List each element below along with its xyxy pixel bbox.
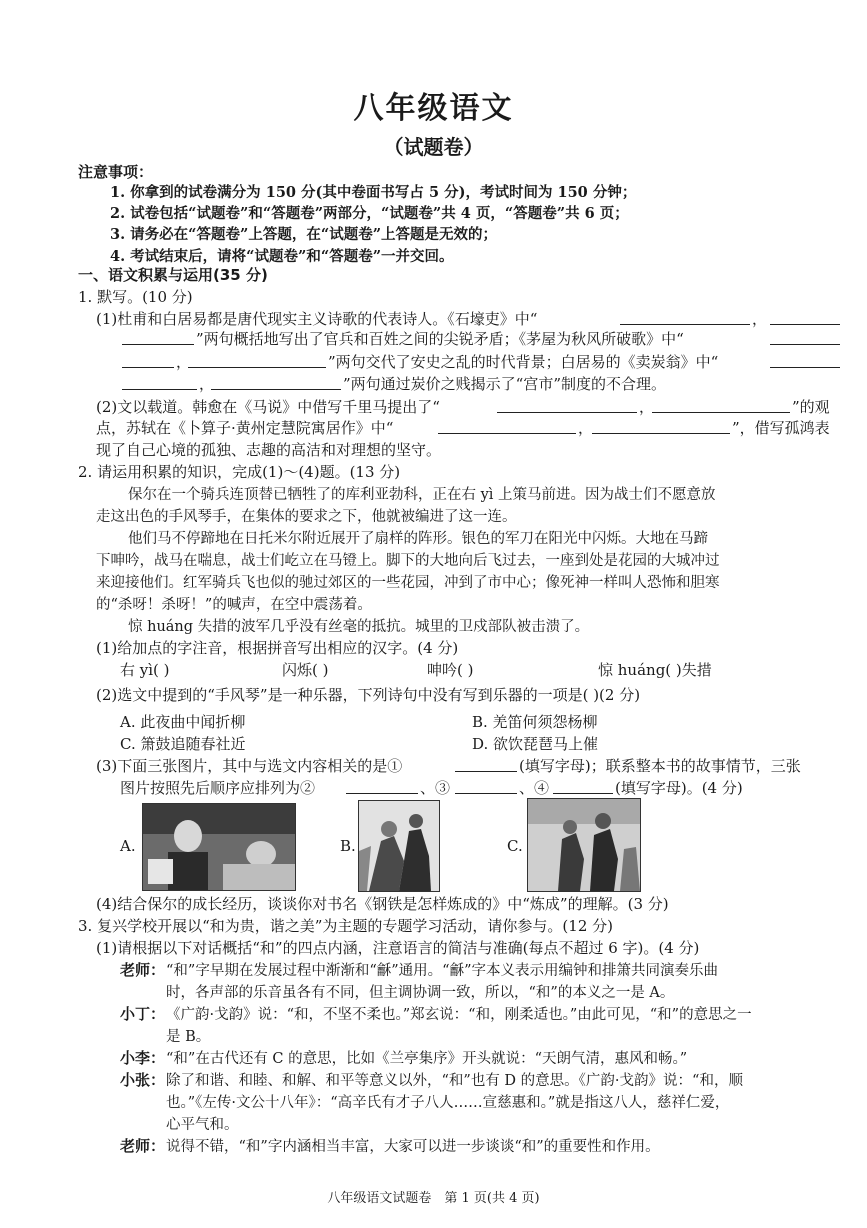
passage-line: 下呻吟，战马在喘息，战士们屹立在马镫上。脚下的大地向后飞过去，一座到处是花园的大城冲过: [96, 553, 720, 569]
notice-item: 4. 考试结束后，请将“试题卷”和“答题卷”一并交回。: [110, 248, 454, 265]
picture-label: C.: [507, 837, 523, 855]
sub-question: (填写字母)；联系整本书的故事情节，三张: [519, 757, 801, 775]
photo-b-image: [359, 801, 439, 891]
answer-blank[interactable]: [553, 792, 613, 794]
picture-label: B.: [340, 837, 356, 855]
page-subtitle: （试题卷）: [383, 135, 484, 159]
dialog-line: 《广韵·戈韵》说：“和，不坚不柔也。”郑玄说：“和，刚柔适也。”由此可见，“和”的意思之一: [166, 1007, 752, 1023]
comma: ，: [176, 353, 192, 371]
dialog-line: 除了和谐、和睦、和解、和平等意义以外，“和”也有 D 的意思。《广韵·戈韵》说：“和，顺: [166, 1073, 743, 1089]
dialog-line: 心平气和。: [166, 1117, 239, 1133]
passage-line: 保尔在一个骑兵连顶替已牺牲了的库利亚勃科，正在右 yì 上策马前进。因为战士们不愿意放: [128, 487, 716, 503]
passage-line: 的“杀呀！杀呀！”的喊声，在空中震荡着。: [96, 597, 372, 613]
q1-text: (1)杜甫和白居易都是唐代现实主义诗歌的代表诗人。《石壕吏》中“: [96, 310, 538, 328]
dialog-line: 是 B。: [166, 1029, 211, 1045]
answer-blank[interactable]: [455, 792, 517, 794]
answer-blank[interactable]: [122, 388, 197, 390]
page-title: 八年级语文: [353, 91, 514, 126]
sub-question: (填写字母)。(4 分): [615, 779, 743, 797]
q1-text: 现了自己心境的孤独、志趣的高洁和对理想的坚守。: [96, 441, 442, 459]
photo-a-image: [143, 804, 295, 890]
sub-question: 图片按照先后顺序应排列为②: [120, 779, 316, 797]
dialog-line: “和”在古代还有 C 的意思，比如《兰亭集序》开头就说：“天朗气清，惠风和畅。”: [166, 1051, 688, 1067]
answer-blank[interactable]: [122, 343, 194, 345]
comma: ，: [578, 419, 594, 437]
notice-item: 3. 请务必在“答题卷”上答题，在“试题卷”上答题是无效的；: [110, 226, 498, 243]
q3-heading: 3. 复兴学校开展以“和为贵，谐之美”为主题的专题学习活动，请你参与。(12 分): [78, 917, 613, 935]
choice-option-d[interactable]: D. 欲饮琵琶马上催: [472, 735, 599, 753]
answer-blank[interactable]: [770, 366, 840, 368]
picture-label: A.: [120, 837, 136, 855]
speaker-label: 小李：: [120, 1049, 166, 1067]
answer-blank[interactable]: [438, 432, 576, 434]
q1-text: ”，借写孤鸿表: [732, 419, 830, 437]
q1-heading: 1. 默写。(10 分): [78, 288, 193, 306]
speaker-label: 小张：: [120, 1071, 166, 1089]
comma: ，: [639, 398, 655, 416]
notice-heading: 注意事项：: [78, 163, 154, 181]
answer-blank[interactable]: [122, 366, 174, 368]
pinyin-item: 惊 huáng( )失措: [598, 661, 712, 679]
notice-item: 1. 你拿到的试卷满分为 150 分(其中卷面书写占 5 分)，考试时间为 150 分钟；: [110, 184, 637, 201]
q1-text: ”两句概括地写出了官兵和百姓之间的尖锐矛盾；《茅屋为秋风所破歌》中“: [196, 330, 684, 348]
comma: ，: [752, 310, 768, 328]
sub-question: 、③: [420, 779, 451, 797]
q1-text: ”两句通过炭价之贱揭示了“宫市”制度的不合理。: [343, 375, 667, 393]
passage-line: 来迎接他们。红军骑兵飞也似的驰过郊区的一些花园，冲到了市中心；像死神一样叫人恐怖和胆寒: [96, 575, 720, 591]
photo-c-image: [528, 799, 640, 891]
passage-line: 走这出色的手风琴手，在集体的要求之下，他就被编进了这一连。: [96, 509, 517, 525]
sub-question: (4)结合保尔的成长经历，谈谈你对书名《钢铁是怎样炼成的》中“炼成”的理解。(3 分): [96, 895, 669, 913]
answer-blank[interactable]: [211, 388, 341, 390]
passage-line: 惊 huáng 失措的波军几乎没有丝毫的抵抗。城里的卫戍部队被击溃了。: [128, 619, 590, 635]
sub-question: (2)选文中提到的“手风琴”是一种乐器，下列诗句中没有写到乐器的一项是( )(2 分): [96, 686, 641, 704]
page-footer: 八年级语文试题卷 第 1 页(共 4 页): [327, 1191, 540, 1206]
answer-blank[interactable]: [620, 323, 750, 325]
choice-option-a[interactable]: A. 此夜曲中闻折柳: [120, 713, 246, 731]
answer-blank[interactable]: [346, 792, 418, 794]
choice-option-b[interactable]: B. 羌笛何须怨杨柳: [472, 713, 598, 731]
answer-blank[interactable]: [497, 411, 637, 413]
passage-line: 他们马不停蹄地在日托米尔附近展开了扇样的阵形。银色的军刀在阳光中闪烁。大地在马蹄: [128, 531, 708, 547]
sub-question: 、④: [519, 779, 550, 797]
choice-option-c[interactable]: C. 箫鼓追随春社近: [120, 735, 246, 753]
photo-c[interactable]: [527, 798, 641, 892]
section-heading: 一、语文积累与运用(35 分): [78, 266, 268, 284]
photo-a[interactable]: [142, 803, 296, 891]
comma: ，: [199, 375, 215, 393]
speaker-label: 老师：: [120, 961, 166, 979]
pinyin-item: 右 yì( ): [120, 661, 170, 679]
pinyin-item: 呻吟( ): [427, 661, 474, 679]
answer-blank[interactable]: [188, 366, 326, 368]
answer-blank[interactable]: [770, 323, 840, 325]
sub-question: (1)给加点的字注音，根据拼音写出相应的汉字。(4 分): [96, 639, 459, 657]
answer-blank[interactable]: [455, 770, 517, 772]
dialog-line: “和”字早期在发展过程中渐渐和“龢”通用。“龢”字本义表示用编钟和排箫共同演奏乐曲: [166, 963, 718, 979]
speaker-label: 小丁：: [120, 1005, 166, 1023]
q1-text: (2)文以载道。韩愈在《马说》中借写千里马提出了“: [96, 398, 440, 416]
answer-blank[interactable]: [592, 432, 730, 434]
notice-item: 2. 试卷包括“试题卷”和“答题卷”两部分，“试题卷”共 4 页，“答题卷”共 6 页；: [110, 205, 629, 222]
speaker-label: 老师：: [120, 1137, 166, 1155]
q1-text: 点，苏轼在《卜算子·黄州定慧院寓居作》中“: [96, 419, 394, 437]
q1-text: ”的观: [792, 398, 830, 416]
dialog-line: 也。”《左传·文公十八年》：“高辛氏有才子八人……宣慈惠和。”就是指这八人，慈祥仁爱，: [166, 1095, 730, 1111]
dialog-line: 时，各声部的乐音虽各有不同，但主调协调一致，所以，“和”的本义之一是 A。: [166, 985, 675, 1001]
photo-b[interactable]: [358, 800, 440, 892]
dialog-line: 说得不错，“和”字内涵相当丰富，大家可以进一步谈谈“和”的重要性和作用。: [166, 1139, 660, 1155]
pinyin-item: 闪烁( ): [282, 661, 329, 679]
answer-blank[interactable]: [770, 343, 840, 345]
q1-text: ”两句交代了安史之乱的时代背景；白居易的《卖炭翁》中“: [328, 353, 719, 371]
answer-blank[interactable]: [652, 411, 790, 413]
sub-question: (1)请根据以下对话概括“和”的四点内涵，注意语言的简洁与准确(每点不超过 6 字)。(4 分): [96, 939, 700, 957]
sub-question: (3)下面三张图片，其中与选文内容相关的是①: [96, 757, 403, 775]
q2-heading: 2. 请运用积累的知识，完成(1)～(4)题。(13 分): [78, 463, 401, 481]
